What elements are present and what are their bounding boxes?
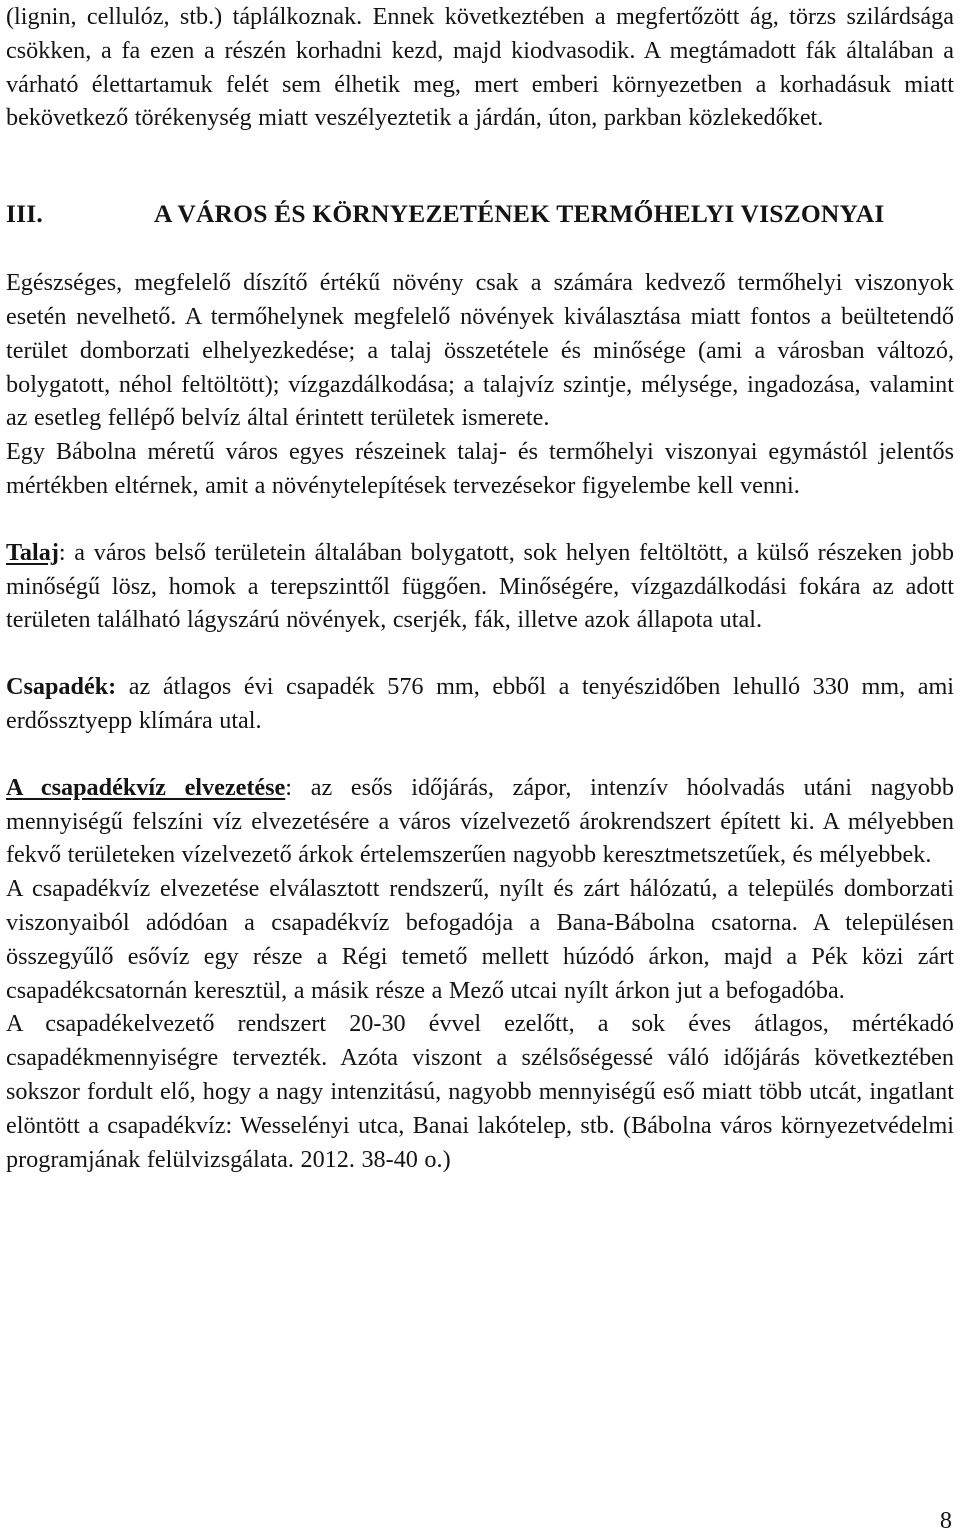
paragraph-termohely: Egészséges, megfelelő díszítő értékű növény csak a számára kedvező termőhelyi viszonyok esetén nevelhető. A termőhelynek megfelelő növények kiválasztása miatt fontos a beültetendő terület domborzati elhelyezkedése; a talaj összetétele és minősége (ami a városban változó, bolygatott, néhol feltöltött); vízgazdálkodása; a talajvíz szintje, mélysége, ingadozása, valamint az esetleg fellépő belvíz által érintett területek ismerete. <box>6 269 954 432</box>
csapadek-text: az átlagos évi csapadék 576 mm, ebből a tenyészidőben lehulló 330 mm, ami erdőssztyepp klímára utal. <box>6 673 954 734</box>
elvezetes-text: : az esős időjárás, zápor, intenzív hóolvadás utáni nagyobb mennyiségű felszíni víz elvezetésére a város vízelvezető árokrendszert épített ki. A mélyebben fekvő területeken vízelvezető árkok értelemszerűen nagyobb keresztmetszetűek, és mélyebbek. <box>6 773 954 869</box>
csapadek-label: Csapadék: <box>6 673 117 701</box>
section-heading <box>6 197 954 230</box>
elvezetes-label: A csapadékvíz elvezetése <box>6 773 286 801</box>
talaj-text: : a város belső területein általában bolygatott, sok helyen feltöltött, a külső részeken jobb minőségű lösz, homok a terepszinttől függően. Minőségére, vízgazdálkodási fokára az adott területen található lágyszárú növények, cserjék, fák, illetve azok állapota utal. <box>6 538 954 634</box>
talaj-label: Talaj <box>6 538 59 566</box>
section-number: III. <box>6 199 43 229</box>
paragraph-talaj <box>6 536 954 637</box>
document-page <box>6 0 954 1176</box>
paragraph-tervezes: A csapadékelvezető rendszert 20-30 évvel ezelőtt, a sok éves átlagos, mértékadó csapadékmennyiségre tervezték. Azóta viszont a szélsőségessé váló időjárás következtében sokszor fordult elő, hogy a nagy intenzitású, nagyobb mennyiségű eső miatt több utcát, ingatlant elöntött a csapadékvíz: Wesselényi utca, Banai lakótelep, stb. (Bábolna város környezetvédelmi programjának felülvizsgálata. 2012. 38-40 o.) <box>6 1010 954 1173</box>
paragraph-elvezetes <box>6 771 954 872</box>
paragraph-babolna: Egy Bábolna méretű város egyes részeinek talaj- és termőhelyi viszonyai egymástól jelentős mértékben eltérnek, amit a növénytelepítések tervezésekor figyelembe kell venni. <box>6 438 954 499</box>
paragraph-csapadek <box>6 670 954 738</box>
intro-paragraph: (lignin, cellulóz, stb.) táplálkoznak. Ennek következtében a megfertőzött ág, törzs szilárdsága csökken, a fa ezen a részén korhadni kezd, majd kiodvasodik. A megtámadott fák általában a várható élettartamuk felét sem élhetik meg, mert emberi környezetben a korhadásuk miatt bekövetkező törékenység miatt veszélyeztetik a járdán, úton, parkban közlekedőket. <box>6 3 954 132</box>
paragraph-rendszer: A csapadékvíz elvezetése elválasztott rendszerű, nyílt és zárt hálózatú, a település domborzati viszonyaiból adódóan a csapadékvíz befogadója a Bana-Bábolna csatorna. A településen összegyűlő esővíz egy része a Régi temető mellett húzódó árkon, majd a Pék közi zárt csapadékcsatornán keresztül, a másik része a Mező utcai nyílt árkon jut a befogadóba. <box>6 875 954 1004</box>
section-title: A VÁROS ÉS KÖRNYEZETÉNEK TERMŐHELYI VISZONYAI <box>154 199 885 229</box>
page-number: 8 <box>939 1507 952 1534</box>
